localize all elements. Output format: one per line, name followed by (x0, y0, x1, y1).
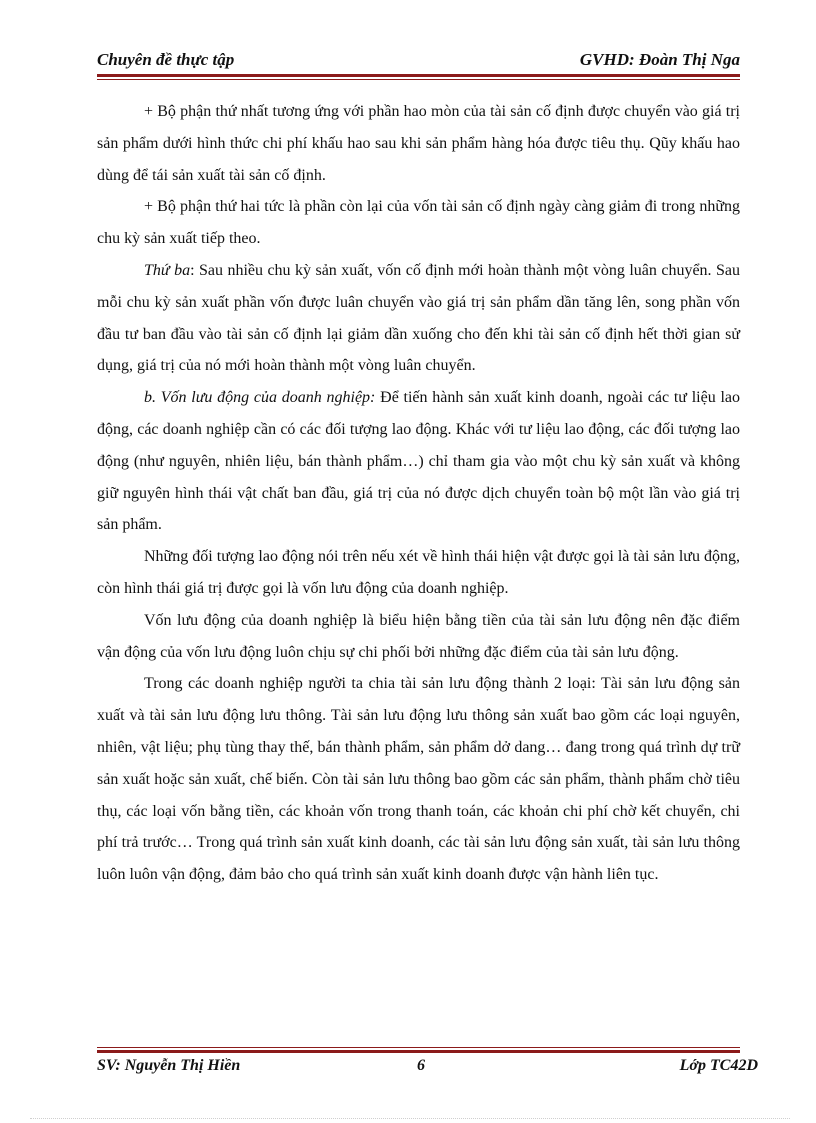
footer-divider-thick (97, 1050, 740, 1053)
page-bottom-dotted-line (30, 1118, 790, 1119)
header-report-title: Chuyên đề thực tập (97, 50, 235, 69)
page-number: 6 (417, 1057, 425, 1074)
paragraph-2: + Bộ phận thứ hai tức là phần còn lại của vốn tài sản cố định ngày càng giảm đi trong những chu kỳ sản xuất tiếp theo. (97, 198, 740, 248)
header-divider-thin (97, 79, 740, 80)
paragraph-5: Những đối tượng lao động nói trên nếu xét về hình thái hiện vật được gọi là tài sản lưu động, còn hình thái giá trị được gọi là vốn lưu động của doanh nghiệp. (97, 548, 740, 597)
paragraph-3-lead: Thứ ba (144, 261, 191, 279)
paragraph-7: Trong các doanh nghiệp người ta chia tài sản lưu động thành 2 loại: Tài sản lưu động sản xuất và tài sản lưu động lưu thông. Tài sản lưu động lưu thông sản xuất bao gồm các loại nguyên, nhiên, vật liệu; phụ tùng thay thế, bán thành phẩm, sản phẩm dở dang… đang trong quá trình dự trữ sản xuất hoặc sản xuất, chế biến. Còn tài sản lưu thông bao gồm các sản phẩm, thành phẩm chờ tiêu thụ, các loại vốn bằng tiền, các khoản vốn trong thanh toán, các khoản chi phí chờ kết chuyển, chi phí trả trước… Trong quá trình sản xuất kinh doanh, các tài sản lưu động sản xuất, tài sản lưu thông luôn luôn vận động, đảm bảo cho quá trình sản xuất kinh doanh được vận hành liên tục. (97, 675, 740, 884)
paragraph-1: + Bộ phận thứ nhất tương ứng với phần hao mòn của tài sản cố định được chuyển vào giá trị sản phẩm dưới hình thức chi phí khấu hao sau khi sản phẩm hàng hóa được tiêu thụ. Qũy khấu hao dùng để tái sản xuất tài sản cố định. (97, 103, 740, 184)
footer-class: Lớp TC42D (679, 1057, 758, 1074)
header-divider-thick (97, 74, 740, 77)
section-heading-working-capital: b. Vốn lưu động của doanh nghiệp: (144, 389, 376, 407)
paragraph-3 (97, 255, 740, 382)
page-header (97, 50, 740, 72)
footer-student-name: SV: Nguyễn Thị Hiền (97, 1057, 241, 1074)
document-body (97, 96, 740, 891)
paragraph-6: Vốn lưu động của doanh nghiệp là biểu hiện bằng tiền của tài sản lưu động nên đặc điểm vận động của vốn lưu động luôn chịu sự chi phối bởi những đặc điểm của tài sản lưu động. (97, 611, 740, 661)
header-supervisor: GVHD: Đoàn Thị Nga (579, 50, 740, 69)
paragraph-4 (97, 382, 740, 541)
page-footer (97, 1057, 758, 1079)
paragraph-3-text: : Sau nhiều chu kỳ sản xuất, vốn cố định mới hoàn thành một vòng luân chuyển. Sau mỗi chu kỳ sản xuất phần vốn được luân chuyển vào giá trị sản phẩm dần tăng lên, song phần vốn đầu tư ban đầu vào tài sản cố định lại giảm dần xuống cho đến khi tài sản cố định hết thời gian sử dụng, giá trị của nó mới hoàn thành một vòng luân chuyển. (97, 261, 741, 375)
paragraph-4-text: Để tiến hành sản xuất kinh doanh, ngoài các tư liệu lao động, các doanh nghiệp cần có các đối tượng lao động. Khác với tư liệu lao động, các đối tượng lao động (như nguyên, nhiên liệu, bán thành phẩm…) chỉ tham gia vào một chu kỳ sản xuất và không giữ nguyên hình thái vật chất ban đầu, giá trị của nó được dịch chuyển toàn bộ một lần vào giá trị sản phẩm. (97, 389, 740, 534)
footer-divider-thin (97, 1047, 740, 1048)
